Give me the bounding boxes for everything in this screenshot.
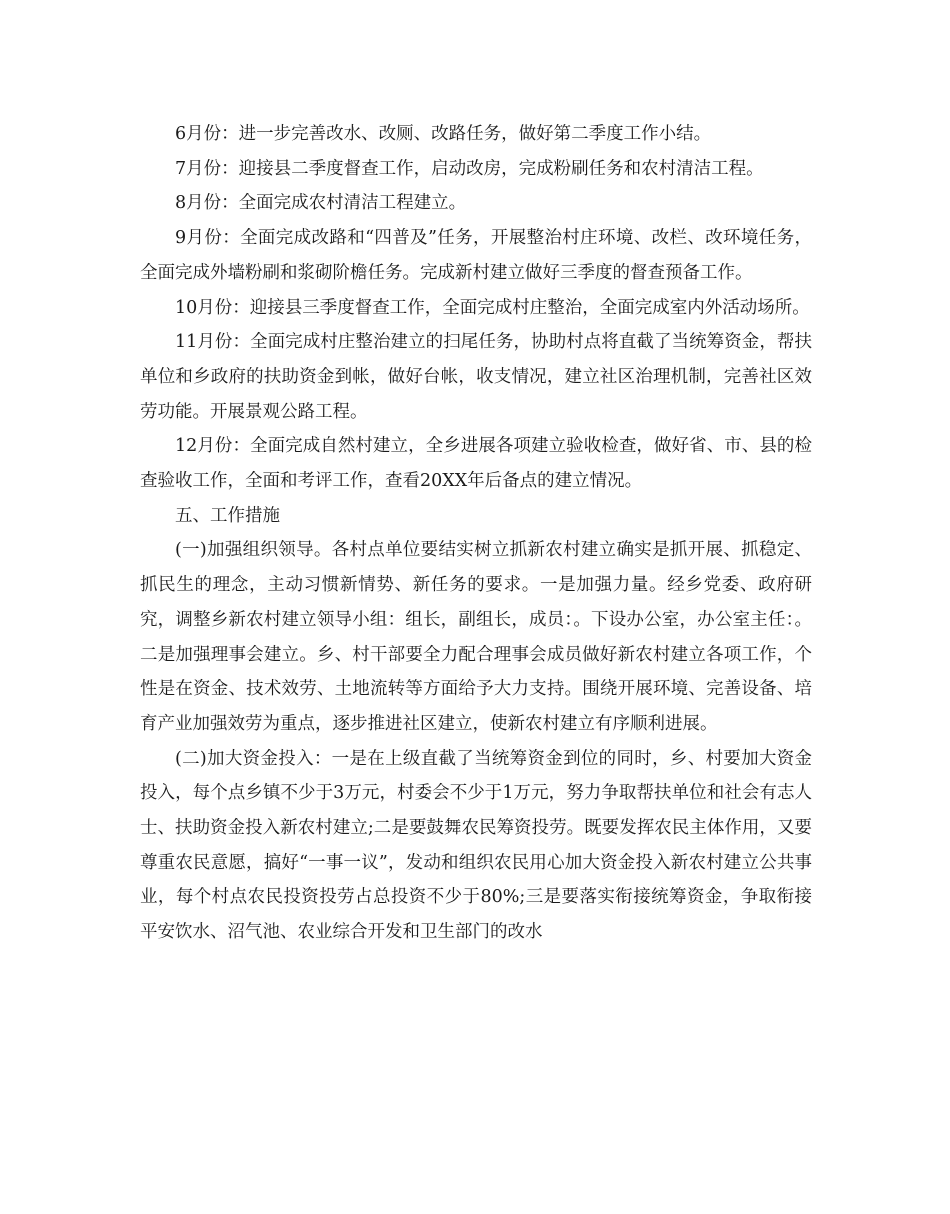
paragraph-july: 7月份：迎接县二季度督查工作，启动改房，完成粉刷任务和农村清洁工程。 [175,158,764,179]
paragraph-december: 12月份：全面完成自然村建立，全乡进展各项建立验收检查，做好省、市、县的检查验收工作，全面和考评工作，查看20XX年后备点的建立情况。 [140,436,812,492]
paragraph-measure-2: (二)加大资金投入：一是在上级直截了当统筹资金到位的同时，乡、村要加大资金投入，每个点乡镇不少于3万元，村委会不少于1万元，努力争取帮扶单位和社会有志人士、扶助资金投入新农村建立;二是要鼓舞农民筹资投劳。既要发挥农民主体作用，又要尊重农民意愿，搞好“一事一议”，发动和组织农民用心加大资金投入新农村建立公共事业，每个村点农民投资投劳占总投资不少于80%;三是要落实衔接统筹资金，争取衔接平安饮水、沼气池、农业综合开发和卫生部门的改水 [140,748,812,943]
document-body [140,117,812,950]
paragraph-august: 8月份：全面完成农村清洁工程建立。 [175,193,467,214]
section-heading-work-measures: 五、工作措施 [175,505,280,526]
paragraph-september: 9月份：全面完成改路和“四普及”任务，开展整治村庄环境、改栏、改环境任务，全面完成外墙粉刷和浆砌阶檐任务。完成新村建立做好三季度的督查预备工作。 [140,228,812,283]
paragraph-november: 11月份：全面完成村庄整治建立的扫尾任务，协助村点将直截了当统筹资金，帮扶单位和乡政府的扶助资金到帐，做好台帐，收支情况，建立社区治理机制，完善社区效劳功能。开展景观公路工程。 [140,332,812,422]
paragraph-measure-1: (一)加强组织领导。各村点单位要结实树立抓新农村建立确实是抓开展、抓稳定、抓民生的理念，主动习惯新情势、新任务的要求。一是加强力量。经乡党委、政府研究，调整乡新农村建立领导小组：组长，副组长，成员：。下设办公室，办公室主任：。二是加强理事会建立。乡、村干部要全力配合理事会成员做好新农村建立各项工作，个性是在资金、技术效劳、土地流转等方面给予大力支持。围绕开展环境、完善设备、培育产业加强效劳为重点，逐步推进社区建立，使新农村建立有序顺利进展。 [140,540,812,734]
paragraph-october: 10月份：迎接县三季度督查工作，全面完成村庄整治，全面完成室内外活动场所。 [175,297,810,318]
paragraph-june: 6月份：进一步完善改水、改厕、改路任务，做好第二季度工作小结。 [175,124,712,144]
